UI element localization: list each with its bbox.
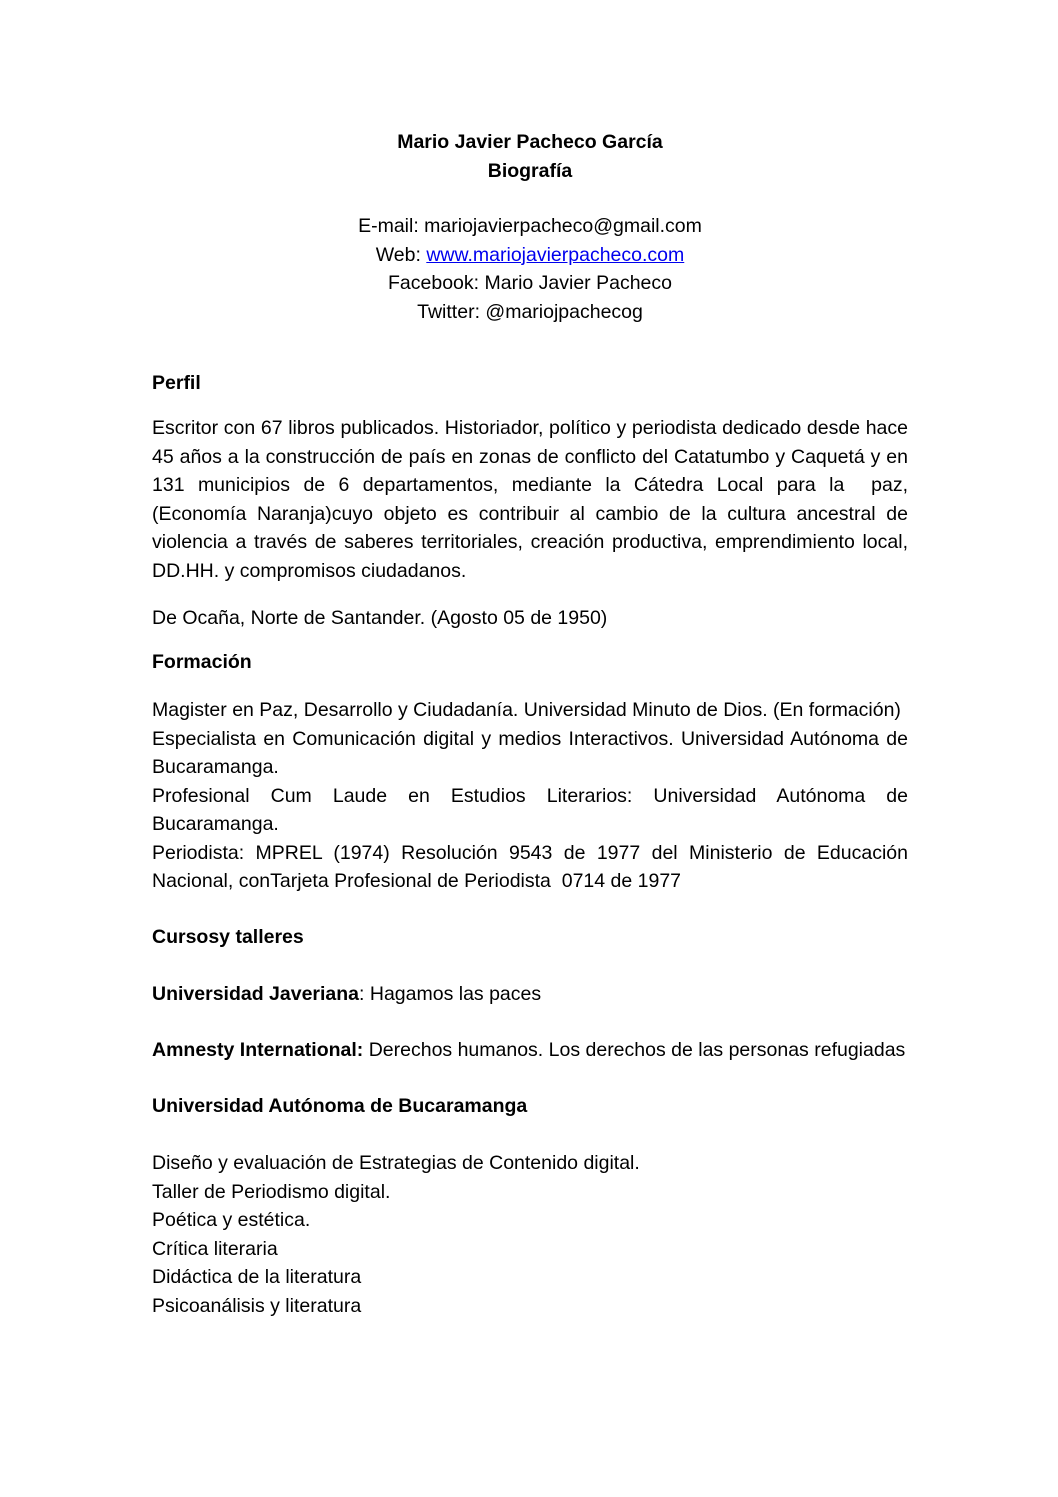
course-item: Didáctica de la literatura	[152, 1266, 362, 1288]
web-line	[152, 241, 908, 270]
javeriana-text: : Hagamos las paces	[359, 982, 542, 1005]
course-item: Poética y estética.	[152, 1209, 311, 1231]
contact-block	[152, 212, 908, 326]
email-line: E-mail: mariojavierpacheco@gmail.com	[358, 215, 702, 237]
javeriana-entry	[152, 980, 908, 1009]
formacion-list	[152, 696, 914, 896]
amnesty-text: Derechos humanos. Los derechos de las personas refugiadas	[363, 1038, 906, 1061]
course-item: Crítica literaria	[152, 1237, 278, 1260]
page-subtitle: Biografía	[487, 159, 573, 182]
website-link[interactable]: www.mariojavierpacheco.com	[426, 243, 685, 266]
course-item: Psicoanálisis y literatura	[152, 1294, 362, 1317]
javeriana-label: Universidad Javeriana	[152, 982, 360, 1005]
facebook-line: Facebook: Mario Javier Pacheco	[388, 272, 672, 294]
perfil-paragraph: Escritor con 67 libros publicados. Historiador, político y periodista dedicado desde hace 45 años a la construcción de país en zonas de conflicto del Catatumbo y Caquetá y en 131 municipios de 6 departamentos, mediante la Cátedra Local para la paz, (Economía Naranja)cuyo objeto es contribuir al cambio de la cultura ancestral de violencia a través de saberes territoriales, creación productiva, emprendimiento local, DD.HH. y compromisos ciudadanos.	[152, 417, 914, 582]
cursos-heading: Cursosy talleres	[152, 925, 304, 948]
formacion-item: Profesional Cum Laude en Estudios Literarios: Universidad Autónoma de Bucaramanga.	[152, 784, 914, 835]
web-label: Web:	[375, 243, 427, 266]
formacion-item: Periodista: MPREL (1974) Resolución 9543 de 1977 del Ministerio de Educación Nacional, conTarjeta Profesional de Periodista 0714 de 1977	[152, 841, 914, 892]
amnesty-entry	[152, 1036, 908, 1065]
twitter-line: Twitter: @mariojpachecog	[417, 300, 643, 323]
course-item: Diseño y evaluación de Estrategias de Contenido digital.	[152, 1152, 640, 1174]
unab-course-list	[152, 1149, 908, 1320]
document-header	[152, 128, 908, 185]
page-title: Mario Javier Pacheco García	[397, 131, 663, 153]
formacion-heading: Formación	[152, 651, 252, 673]
unab-heading: Universidad Autónoma de Bucaramanga	[152, 1095, 528, 1117]
formacion-item: Especialista en Comunicación digital y medios Interactivos. Universidad Autónoma de Bucaramanga.	[152, 727, 914, 778]
amnesty-label: Amnesty International:	[152, 1038, 364, 1061]
perfil-heading: Perfil	[152, 372, 201, 394]
formacion-item: Magister en Paz, Desarrollo y Ciudadanía. Universidad Minuto de Dios. (En formación)	[152, 699, 901, 721]
course-item: Taller de Periodismo digital.	[152, 1180, 391, 1203]
origin-line: De Ocaña, Norte de Santander. (Agosto 05 de 1950)	[152, 607, 608, 629]
